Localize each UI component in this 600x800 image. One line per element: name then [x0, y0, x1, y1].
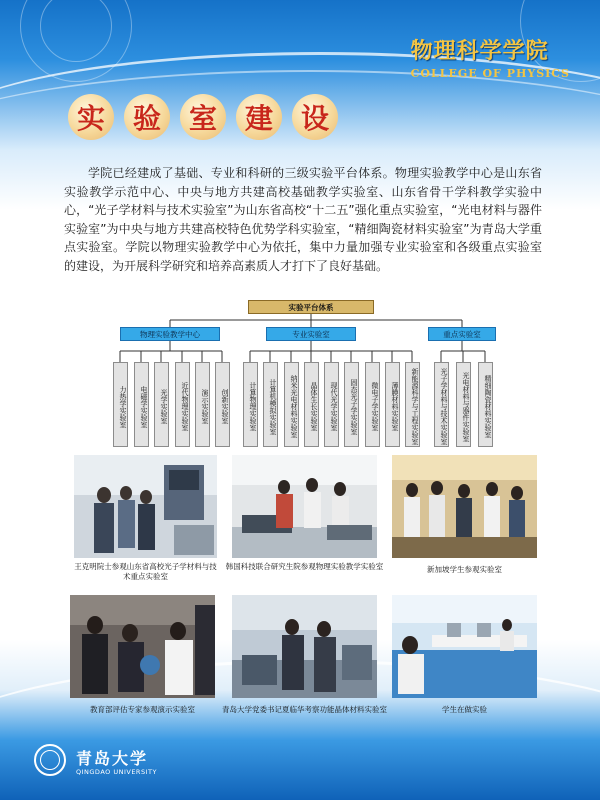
photo-ministry-experts [70, 595, 215, 698]
college-header [411, 34, 570, 80]
photo-image [392, 595, 537, 698]
org-lab: 现代光学实验室 [324, 362, 339, 447]
org-lab: 精细陶瓷材料实验室 [478, 362, 493, 447]
photo-singapore-visit [392, 455, 537, 558]
college-name-en: COLLEGE OF PHYSICS [410, 67, 570, 80]
org-lab: 光电材料与器件实验室 [456, 362, 471, 447]
photo-caption: 青岛大学党委书记夏临华考察功能晶体材料实验室 [222, 705, 387, 714]
photo-caption: 韩国科技联合研究生院参观物理实验教学实验室 [225, 562, 384, 571]
college-name-cn: 物理科学学院 [410, 38, 549, 64]
org-lab: 电磁学实验室 [134, 362, 149, 447]
org-category-teaching-center: 物理实验教学中心 [120, 327, 220, 341]
photo-image [392, 455, 537, 558]
title-char: 设 [292, 94, 338, 140]
org-chart-connectors [0, 296, 600, 456]
org-lab: 晶体生长实验室 [304, 362, 319, 447]
photo-caption: 教育部评估专家参观演示实验室 [90, 705, 195, 714]
page-title [68, 94, 348, 140]
university-name-cn: 青岛大学 [76, 749, 149, 768]
title-char: 建 [236, 94, 282, 140]
photo-caption: 王克明院士参观山东省高校光子学材料与技术重点实验室 [74, 562, 217, 581]
org-category-professional: 专业实验室 [266, 327, 356, 341]
photo-image [70, 595, 215, 698]
org-lab: 力热学实验室 [113, 362, 128, 447]
photo-academician-visit [74, 455, 217, 558]
org-lab: 固态光子学实验室 [344, 362, 359, 447]
photo-image [232, 455, 377, 558]
org-lab: 薄膜材料实验室 [385, 362, 400, 447]
photo-students-experiment [392, 595, 537, 698]
org-lab: 创新实验室 [215, 362, 230, 447]
org-root: 实验平台体系 [248, 300, 374, 314]
title-char: 验 [124, 94, 170, 140]
org-chart [0, 296, 600, 456]
university-name-en: QINGDAO UNIVERSITY [76, 768, 157, 776]
photo-image [232, 595, 377, 698]
intro-paragraph: 学院已经建成了基础、专业和科研的三级实验平台体系。物理实验教学中心是山东省实验教学示范中心、中央与地方共建高校基础教学实验室、山东省骨干学科教学实验中心，“光子学材料与技术实验室”为山东省高校“十二五”强化重点实验室，“光电材料与器件实验室”为中央与地方共建高校特色优势学科实验室，“精细陶瓷材料实验室”为青岛大学重点实验室。学院以物理实验教学中心为依托，集中力量加强专业实验室和各级重点实验室的建设，为开展科学研究和培养高素质人才打下了良好基础。 [64, 166, 542, 273]
org-lab: 计算物理实验室 [243, 362, 258, 447]
org-lab: 新能源科学与工程实验室 [405, 362, 420, 447]
title-char: 实 [68, 94, 114, 140]
org-lab: 微电子学实验室 [365, 362, 380, 447]
photo-caption: 新加坡学生参观实验室 [427, 565, 502, 574]
org-lab: 纳米光电材料实验室 [284, 362, 299, 447]
photo-caption: 学生在做实验 [442, 705, 487, 714]
org-category-key-labs: 重点实验室 [428, 327, 496, 341]
logo-inner-ring [40, 750, 60, 770]
org-lab: 演示实验室 [195, 362, 210, 447]
photo-korea-visit [232, 455, 377, 558]
university-logo-icon [34, 744, 66, 776]
org-lab: 计算机模拟实验室 [263, 362, 278, 447]
org-lab: 光子学材料与技术实验室 [434, 362, 449, 447]
org-lab: 光学实验室 [154, 362, 169, 447]
org-lab: 近代物理实验室 [175, 362, 190, 447]
photo-image [74, 455, 217, 558]
photo-party-secretary [232, 595, 377, 698]
title-char: 室 [180, 94, 226, 140]
